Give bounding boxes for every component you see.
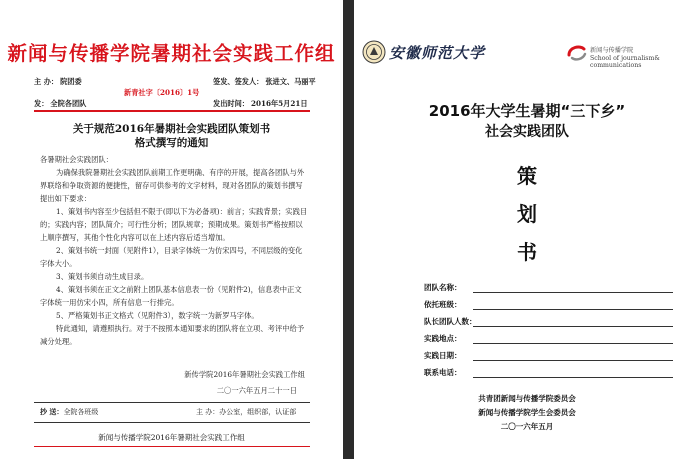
footer-cc-value: 全院各班级: [63, 408, 99, 416]
school-logo-cn: 新闻与传播学院: [590, 47, 634, 54]
school-logo-en-2: communications: [590, 62, 642, 69]
meta-recipient: [34, 99, 86, 109]
field-label: 依托班级：: [424, 300, 462, 309]
meta-issuer: [34, 77, 82, 87]
body-paragraph: 为确保我院暑期社会实践团队前期工作更明确、有序的开展，提高各团队与外界联络和争取资源的便捷性，留存可供参考的文字材料，现对各团队的策划书撰写提出如下要求：: [40, 168, 305, 203]
plan-cover-page: [354, 0, 700, 459]
body-paragraph: 3、策划书须自动生成目录。: [56, 272, 149, 281]
meta-date-label: 发出时间：: [213, 99, 249, 108]
masthead-title: 新闻与传播学院暑期社会实践工作组: [7, 42, 336, 65]
field-underline: [473, 326, 673, 327]
field-label: 实践日期：: [424, 351, 462, 360]
field-underline: [473, 377, 673, 378]
school-logo-text: [590, 47, 690, 70]
footer-cc-label: 抄 送：: [40, 407, 64, 416]
body-paragraph: 各暑期社会实践团队：: [40, 155, 113, 164]
body-paragraph: 2、策划书统一封面（见附件1），目录字体统一为仿宋四号，不同层级的变化字体大小。: [40, 246, 303, 268]
cover-title-line-2: 社会实践团队: [485, 124, 569, 140]
meta-issuer-label: 主 办：: [34, 77, 59, 86]
meta-signer-label: 签发、签发人：: [213, 77, 264, 86]
closing-date: 二〇一六年五月: [500, 422, 554, 431]
plan-char-3: 书: [517, 240, 537, 264]
body-paragraph: 特此通知，请遵照执行。对于不按照本通知要求的团队将在立项、考评中给予减分处理。: [40, 324, 305, 346]
cover-title-line-1: 2016年大学生暑期“三下乡”: [428, 102, 626, 120]
field-label: 实践地点：: [424, 334, 462, 343]
field-label: 联系电话：: [424, 368, 462, 377]
header-divider: [34, 110, 310, 112]
meta-signer: [213, 77, 316, 87]
signature-org: 新传学院2016年暑期社会实践工作组: [184, 370, 305, 379]
meta-recipient-label: 发：: [34, 99, 49, 108]
body-paragraph: 4、策划书须在正文之前附上团队基本信息表一份（见附件2)，信息表中正文字体统一用仿宋小四，所有信息一行排完。: [40, 285, 302, 307]
plan-char-1: 策: [517, 164, 537, 188]
meta-issuer-value: 院团委: [60, 77, 82, 86]
meta-recipient-value: 全院各团队: [50, 99, 87, 108]
footer-org: 新闻与传播学院2016年暑期社会实践工作组: [98, 433, 245, 442]
footer-divider-bottom: [34, 422, 310, 423]
closing-org-1: 共青团新闻与传播学院委员会: [478, 394, 576, 403]
footer-divider-top: [34, 402, 310, 403]
university-name: 安徽师范大学: [389, 44, 486, 62]
field-underline: [473, 360, 673, 361]
plan-char-2: 划: [517, 202, 537, 226]
notice-body: [40, 153, 308, 348]
university-seal-icon: [362, 40, 386, 68]
body-paragraph: 5、严格策划书正文格式（见附件3），数字统一为新罗马字体。: [56, 311, 259, 320]
meta-doc-number: 新青社字〔2016〕1号: [124, 88, 200, 97]
signature-date: 二〇一六年五月二十一日: [216, 386, 297, 395]
school-logo-icon: [566, 43, 588, 67]
body-paragraph: 1、策划书内容至少包括但不限于(即以下为必备项)：前言；实践背景；实践目的；实践内容；团队简介；可行性分析；团队规章；预期成果。策划书严格按照以上顺序撰写，其他个性化内容可以在上述内容后适当增加。: [40, 207, 308, 242]
notice-document-page: [0, 0, 343, 459]
notice-title-line-2: 格式撰写的通知: [134, 137, 209, 149]
field-label: 队长团队人数：: [424, 317, 477, 326]
field-underline: [473, 343, 673, 344]
meta-date-value: 2016年5月21日: [250, 99, 308, 108]
field-underline: [473, 309, 673, 310]
footer-cc: [40, 407, 98, 417]
notice-title-line-1: 关于规范2016年暑期社会实践团队策划书: [72, 123, 271, 135]
meta-signer-value: 张进文、马丽平: [265, 77, 316, 86]
field-underline: [473, 292, 673, 293]
school-logo-en-1: School of journalism&: [590, 54, 660, 62]
meta-date: [213, 99, 308, 109]
footer-red-line: [34, 446, 310, 447]
closing-org-2: 新闻与传播学院学生会委员会: [478, 408, 576, 417]
footer-host: 主 办：办公室，组织部，认证部: [196, 408, 297, 416]
field-label: 团队名称：: [424, 283, 462, 292]
